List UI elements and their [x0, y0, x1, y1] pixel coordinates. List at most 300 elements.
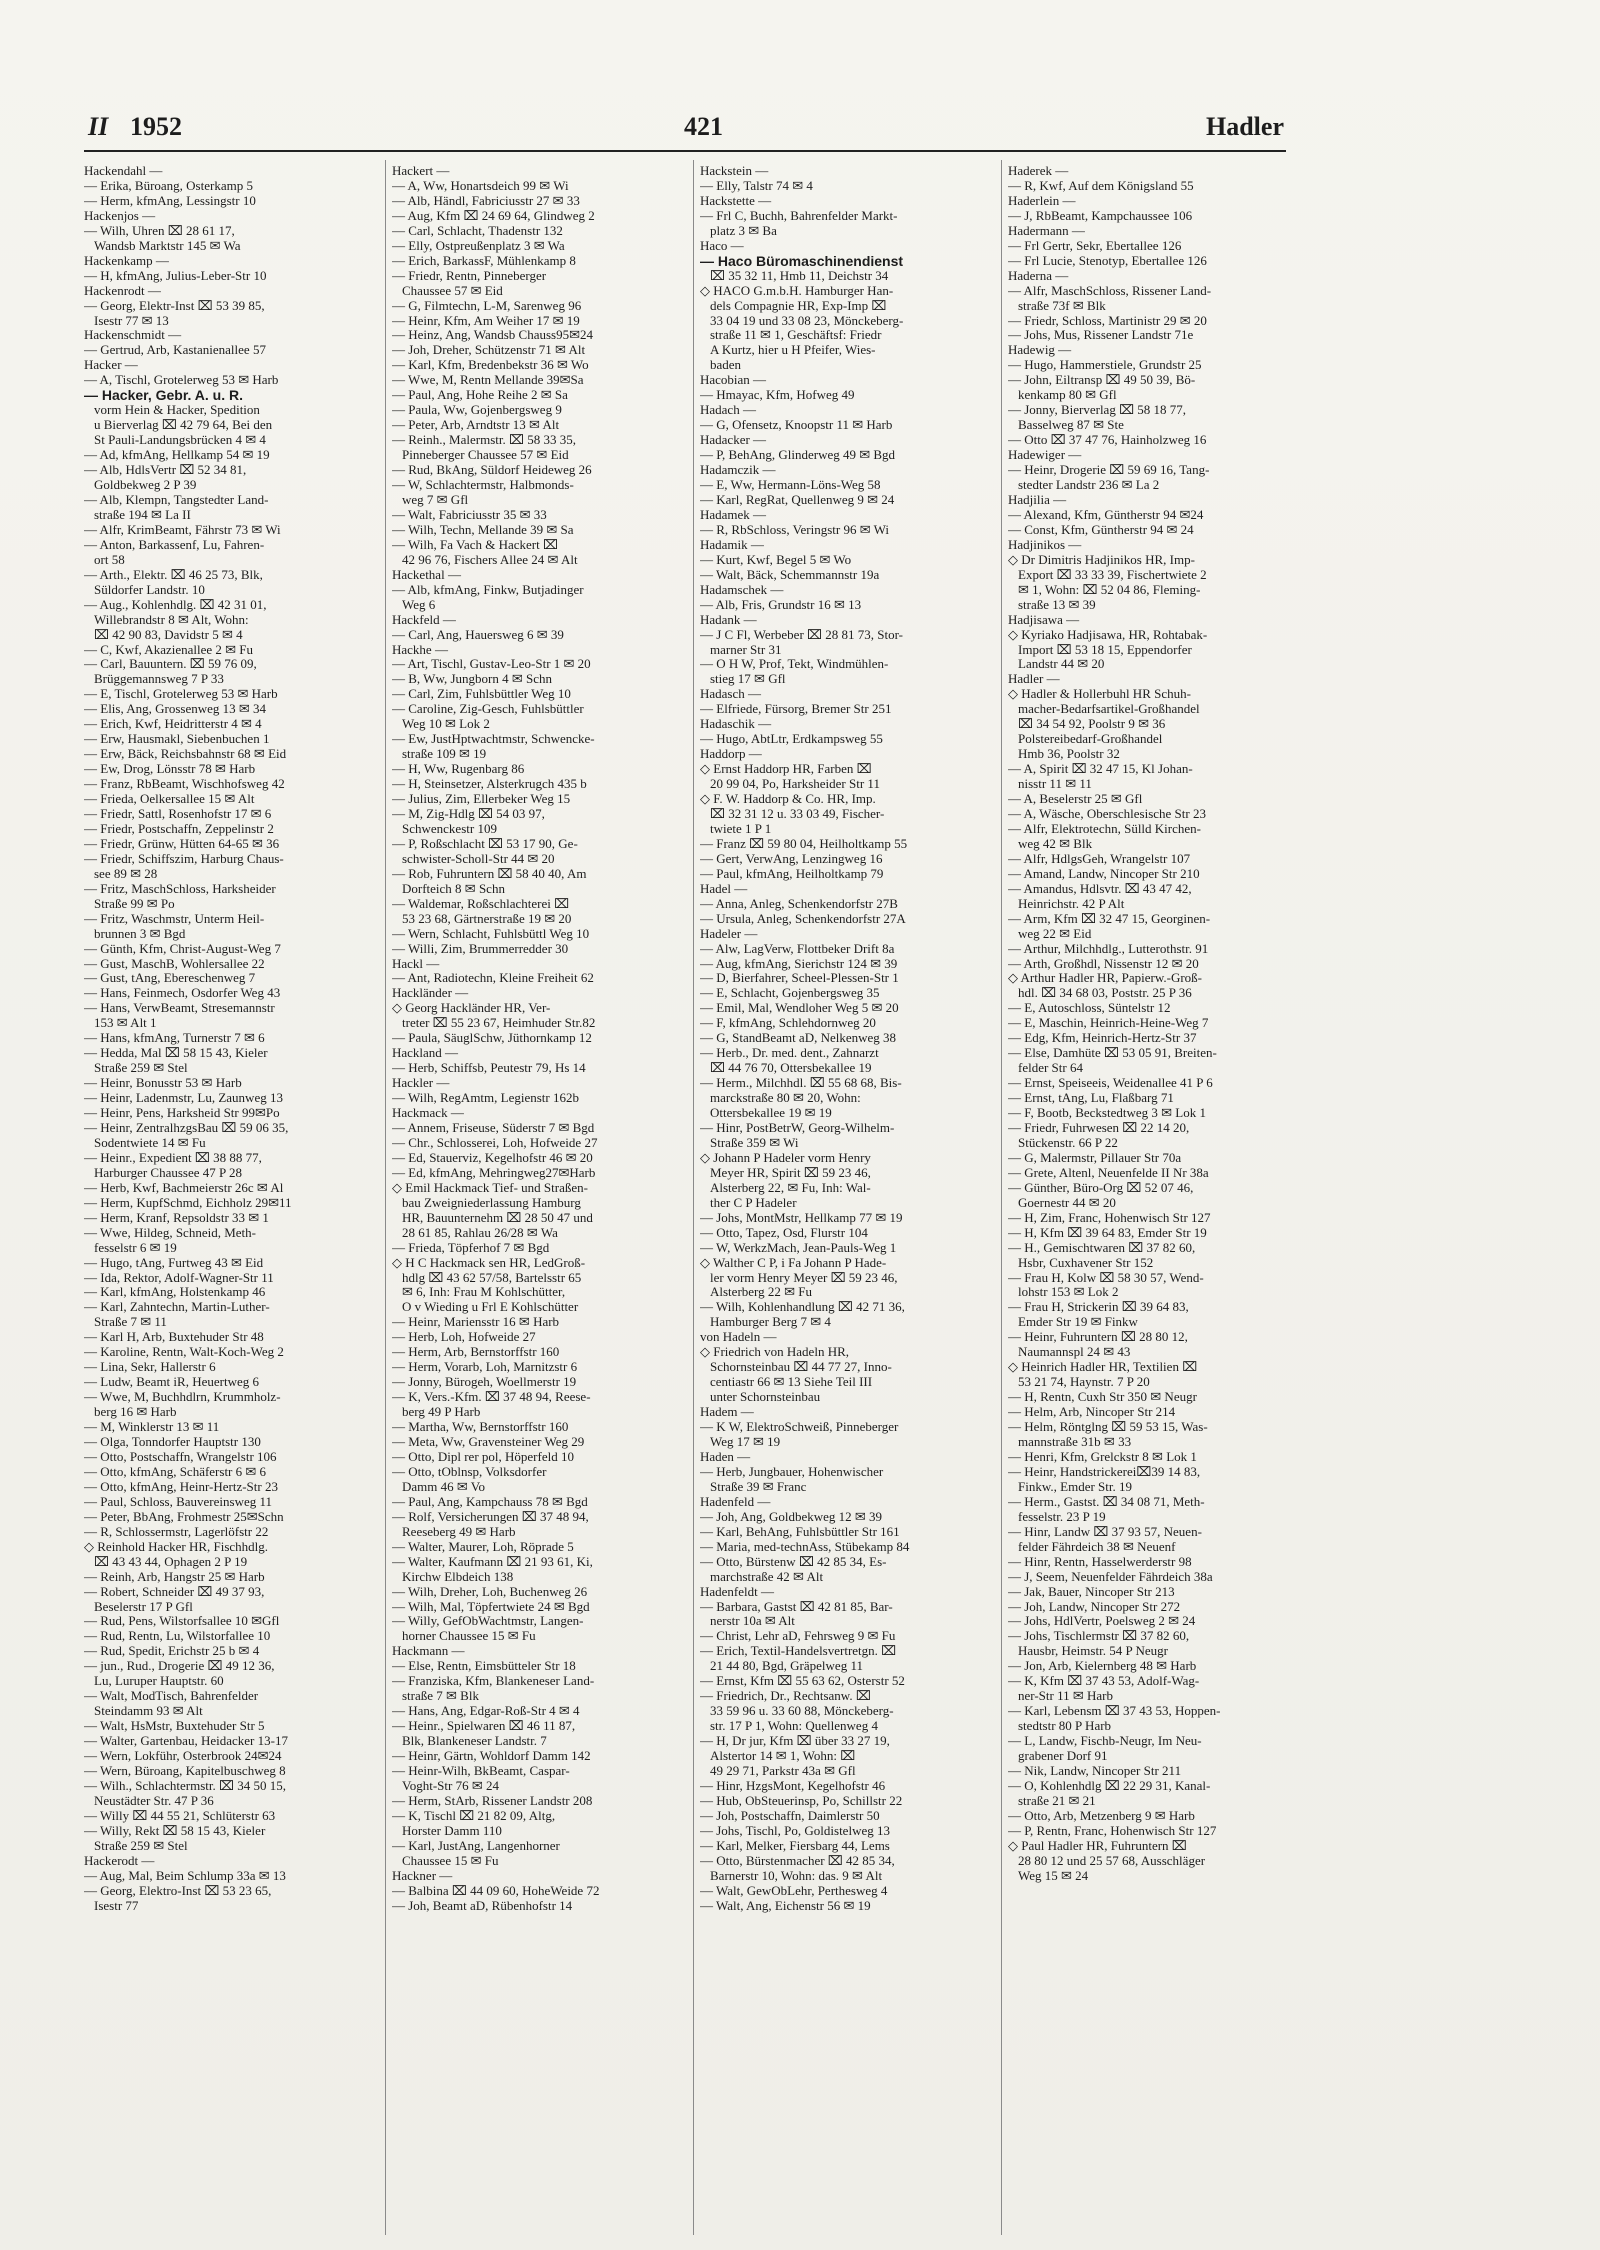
directory-entry: — Ed, kfmAng, Mehringweg27✉Harb — [392, 1165, 596, 1180]
directory-entry: — Heinr., Expedient ⌧ 38 88 77, — [84, 1150, 262, 1165]
directory-entry: — Helm, Arb, Nincoper Str 214 — [1008, 1405, 1176, 1420]
directory-entry: — Aug, Mal, Beim Schlump 33a ✉ 13 — [84, 1868, 286, 1883]
directory-entry: — Franz ⌧ 59 80 04, Heilholtkamp 55 — [700, 836, 908, 851]
surname-heading: Hacker — — [84, 358, 138, 373]
directory-entry: — Heinz, Ang, Wandsb Chauss95✉24 — [392, 328, 593, 343]
surname-heading: Hadenfeld — — [700, 1494, 771, 1509]
directory-entry: — Karl, Zahntechn, Martin-Luther- — [84, 1300, 270, 1315]
surname-heading: Haderek — — [1008, 164, 1069, 178]
directory-entry: — Heinr., Spielwaren ⌧ 46 11 87, — [392, 1719, 576, 1734]
directory-entry: Landstr 44 ✉ 20 — [1018, 657, 1105, 672]
surname-heading: Hackfeld — — [392, 612, 456, 627]
directory-entry: felder Fährdeich 38 ✉ Neuenf — [1018, 1539, 1176, 1554]
page-header — [88, 112, 1284, 152]
directory-entry: Beselerstr 17 P Gfl — [94, 1599, 193, 1614]
directory-entry: — Erw, Hausmakl, Siebenbuchen 1 — [84, 732, 270, 747]
directory-entry: Isestr 77 ✉ 13 — [94, 313, 169, 328]
directory-entry: — Walt, ModTisch, Bahrenfelder — [84, 1689, 259, 1704]
directory-entry: Damm 46 ✉ Vo — [402, 1479, 486, 1494]
directory-entry: — Alw, LagVerw, Flottbeker Drift 8a — [700, 941, 895, 956]
directory-entry: — Rud, Rentn, Lu, Wilstorfallee 10 — [84, 1629, 271, 1644]
directory-entry: — Heinr, Fuhruntern ⌧ 28 80 12, — [1008, 1330, 1188, 1345]
directory-entry: berg 49 P Harb — [402, 1405, 481, 1420]
directory-entry: Straße 7 ✉ 11 — [94, 1315, 167, 1330]
directory-entry: — D, Bierfahrer, Scheel-Plessen-Str 1 — [700, 971, 899, 986]
directory-entry: — Johs, MontMstr, Hellkamp 77 ✉ 19 — [700, 1210, 903, 1225]
directory-entry: horner Chaussee 15 ✉ Fu — [402, 1629, 536, 1644]
directory-entry: — Else, Damhüte ⌧ 53 05 91, Breiten- — [1008, 1046, 1217, 1061]
directory-entry: — Willy ⌧ 44 55 21, Schlüterstr 63 — [84, 1808, 276, 1823]
directory-entry: Pinneberger Chaussee 57 ✉ Eid — [402, 448, 569, 463]
directory-entry: — Wwe, Hildeg, Schneid, Meth- — [84, 1225, 256, 1240]
directory-entry: Horster Damm 110 — [402, 1823, 502, 1838]
directory-entry: — Meta, Ww, Gravensteiner Weg 29 — [392, 1435, 585, 1450]
surname-heading: Hackstette — — [700, 193, 772, 208]
directory-entry: 33 59 96 u. 33 60 88, Mönckeberg- — [710, 1704, 894, 1719]
directory-entry: — H, Steinsetzer, Alsterkrugch 435 b — [392, 777, 587, 792]
directory-entry: — Wilh, Fa Vach & Hackert ⌧ — [392, 537, 558, 552]
directory-entry: — G, Filmtechn, L-M, Sarenweg 96 — [392, 298, 582, 313]
directory-entry: — Johs, Tischlermstr ⌧ 37 82 60, — [1008, 1629, 1190, 1644]
directory-entry: ◇ Hadler & Hollerbuhl HR Schuh- — [1008, 687, 1191, 702]
directory-entry: — Georg, Elektro-Inst ⌧ 53 23 65, — [84, 1883, 272, 1898]
directory-entry: stedtstr 80 P Harb — [1018, 1719, 1112, 1734]
directory-entry: 153 ✉ Alt 1 — [94, 1016, 157, 1031]
directory-entry: — Frl C, Buchh, Bahrenfelder Markt- — [700, 208, 898, 223]
directory-entry: — Karl, Kfm, Bredenbekstr 36 ✉ Wo — [392, 358, 589, 373]
directory-entry: — Herm., Gastst. ⌧ 34 08 71, Meth- — [1008, 1494, 1205, 1509]
directory-entry: Lu, Luruper Hauptstr. 60 — [94, 1674, 224, 1689]
directory-entry: — Ew, Drog, Lönsstr 78 ✉ Harb — [84, 762, 256, 777]
surname-heading: Hackenjos — — [84, 208, 156, 223]
directory-entry: Straße 99 ✉ Po — [94, 896, 175, 911]
directory-entry: — Caroline, Zig-Gesch, Fuhlsbüttler — [392, 702, 584, 717]
directory-entry: — Herb, Kwf, Bachmeierstr 26c ✉ Al — [84, 1180, 284, 1195]
directory-entry: — Ernst, tAng, Lu, Flaßbarg 71 — [1008, 1091, 1174, 1106]
directory-entry: — W, Schlachtermstr, Halbmonds- — [392, 478, 574, 493]
directory-entry: marckstraße 80 ✉ 20, Wohn: — [710, 1091, 861, 1106]
directory-entry: — Elfriede, Fürsorg, Bremer Str 251 — [700, 702, 892, 717]
directory-entry: — M, Winklerstr 13 ✉ 11 — [84, 1420, 220, 1435]
surname-heading: Haco — — [700, 238, 744, 253]
directory-entry: — Haco Büromaschinendienst — [700, 253, 904, 269]
directory-entry: — Otto, Arb, Metzenberg 9 ✉ Harb — [1008, 1808, 1195, 1823]
directory-entry: — Wilh, Mal, Töpfertwiete 24 ✉ Bgd — [392, 1599, 590, 1614]
directory-entry: — E, Autoschloss, Süntelstr 12 — [1008, 1001, 1171, 1016]
directory-entry: ◇ Friedrich von Hadeln HR, — [700, 1345, 849, 1360]
directory-entry: — Karl, BehAng, Fuhlsbüttler Str 161 — [700, 1524, 900, 1539]
directory-entry: — C, Kwf, Akazienallee 2 ✉ Fu — [84, 642, 254, 657]
directory-entry: — Hmayac, Kfm, Hofweg 49 — [700, 388, 855, 403]
directory-entry: ◇ Paul Hadler HR, Fuhruntern ⌧ — [1008, 1838, 1187, 1853]
surname-heading: Hadamek — — [700, 507, 767, 522]
directory-entry: Heinrichstr. 42 P Alt — [1018, 896, 1125, 911]
directory-entry: — Alfr, MaschSchloss, Rissener Land- — [1008, 283, 1212, 298]
directory-entry: ◇ HACO G.m.b.H. Hamburger Han- — [700, 283, 894, 298]
directory-entry: — Heinr, Ladenmstr, Lu, Zaunweg 13 — [84, 1091, 283, 1106]
directory-entry: — Hans, kfmAng, Turnerstr 7 ✉ 6 — [84, 1031, 265, 1046]
directory-entry: — Hinr, PostBetrW, Georg-Wilhelm- — [700, 1121, 895, 1135]
directory-entry: — Herb, Schiffsb, Peutestr 79, Hs 14 — [392, 1061, 586, 1076]
directory-entry: straße 7 ✉ Blk — [402, 1689, 479, 1704]
directory-entry: — Paul, kfmAng, Heilholtkamp 79 — [700, 866, 884, 881]
directory-entry: macher-Bedarfsartikel-Großhandel — [1018, 702, 1200, 717]
directory-entry: marchstraße 42 ✉ Alt — [710, 1569, 824, 1584]
surname-heading: Hackert — — [392, 164, 450, 178]
directory-entry: — Herm, Vorarb, Loh, Marnitzstr 6 — [392, 1360, 578, 1375]
directory-entry: — Peter, Arb, Arndtstr 13 ✉ Alt — [392, 418, 560, 433]
directory-entry: ✉ 6, Inh: Frau M Kohlschütter, — [402, 1285, 566, 1300]
directory-entry: — Martha, Ww, Bernstorffstr 160 — [392, 1420, 569, 1435]
directory-entry: — Alfr, HdlgsGeh, Wrangelstr 107 — [1008, 851, 1191, 866]
directory-entry: — Ad, kfmAng, Hellkamp 54 ✉ 19 — [84, 448, 270, 463]
directory-entry: Meyer HR, Spirit ⌧ 59 23 46, — [710, 1165, 871, 1180]
directory-entry: kenkamp 80 ✉ Gfl — [1018, 388, 1117, 403]
directory-entry: Kirchw Elbdeich 138 — [402, 1569, 514, 1584]
directory-entry: — Ursula, Anleg, Schenkendorfstr 27A — [700, 911, 906, 926]
directory-entry: — Carl, Ang, Hauersweg 6 ✉ 39 — [392, 627, 564, 642]
directory-entry: — Hans, Feinmech, Osdorfer Weg 43 — [84, 986, 281, 1001]
directory-entry: — Heinr, Pens, Harksheid Str 99✉Po — [84, 1106, 280, 1121]
directory-entry: Polstereibedarf-Großhandel — [1018, 732, 1163, 747]
directory-entry: — Rud, BkAng, Süldorf Heideweg 26 — [392, 463, 592, 478]
directory-entry: — H, Kfm ⌧ 39 64 83, Emder Str 19 — [1008, 1225, 1207, 1240]
directory-entry: Stückenstr. 66 P 22 — [1018, 1135, 1118, 1150]
directory-entry: fesselstr. 23 P 19 — [1018, 1509, 1106, 1524]
directory-entry: Alsterberg 22 ✉ Fu — [710, 1285, 813, 1300]
directory-entry: — P, BehAng, Glinderweg 49 ✉ Bgd — [700, 448, 896, 463]
directory-entry: 42 96 76, Fischers Allee 24 ✉ Alt — [402, 552, 578, 567]
directory-entry: — Fritz, Waschmstr, Unterm Heil- — [84, 911, 265, 926]
directory-entry: Dorfteich 8 ✉ Schn — [402, 881, 505, 896]
directory-entry: ◇ F. W. Haddorp & Co. HR, Imp. — [700, 792, 876, 807]
directory-entry: — Ernst, Kfm ⌧ 55 63 62, Osterstr 52 — [700, 1674, 905, 1689]
directory-entry: — Joh, Postschaffn, Daimlerstr 50 — [700, 1808, 880, 1823]
directory-entry: — Amand, Landw, Nincoper Str 210 — [1008, 866, 1200, 881]
directory-entry: — Wern, Schlacht, Fuhlsbüttl Weg 10 — [392, 926, 590, 941]
directory-entry: Hmb 36, Poolstr 32 — [1018, 747, 1120, 762]
directory-entry: — Hinr, Landw ⌧ 37 93 57, Neuen- — [1008, 1524, 1202, 1539]
surname-heading: Hackenschmidt — — [84, 328, 182, 343]
directory-entry: — Franziska, Kfm, Blankeneser Land- — [392, 1674, 595, 1689]
directory-entry: — Herm, kfmAng, Lessingstr 10 — [84, 193, 256, 208]
directory-entry: straße 21 ✉ 21 — [1018, 1793, 1096, 1808]
directory-entry: ⌧ 42 90 83, Davidstr 5 ✉ 4 — [94, 627, 243, 642]
directory-entry: — Ida, Rektor, Adolf-Wagner-Str 11 — [84, 1270, 274, 1285]
directory-entry: — Ernst, Speiseeis, Weidenallee 41 P 6 — [1008, 1076, 1213, 1091]
directory-entry: — Amandus, Hdlsvtr. ⌧ 43 47 42, — [1008, 881, 1192, 896]
directory-entry: — Hans, VerwBeamt, Stresemannstr — [84, 1001, 275, 1016]
column-4 — [1008, 164, 1298, 2234]
surname-heading: Haderlein — — [1008, 193, 1076, 208]
directory-entry: see 89 ✉ 28 — [94, 866, 158, 881]
surname-heading: Hadewiger — — [1008, 448, 1082, 463]
directory-entry: Naumannspl 24 ✉ 43 — [1018, 1345, 1131, 1360]
directory-entry: — Wern, Lokführ, Osterbrook 24✉24 — [84, 1749, 282, 1764]
directory-entry: — Alb, Klempn, Tangstedter Land- — [84, 492, 269, 507]
directory-entry: Schwenckestr 109 — [402, 821, 497, 836]
directory-entry: — J, Seem, Neuenfelder Fährdeich 38a — [1008, 1569, 1213, 1584]
directory-entry: — Heinr, Handstrickerei⌧39 14 83, — [1008, 1464, 1201, 1479]
directory-entry: Barnerstr 10, Wohn: das. 9 ✉ Alt — [710, 1868, 883, 1883]
directory-entry: 49 29 71, Parkstr 43a ✉ Gfl — [710, 1763, 856, 1778]
directory-entry: — H, Dr jur, Kfm ⌧ über 33 27 19, — [700, 1734, 890, 1749]
directory-entry: unter Schornsteinbau — [710, 1390, 821, 1405]
directory-entry: — L, Landw, Fischb-Neugr, Im Neu- — [1008, 1734, 1202, 1749]
directory-entry: — Alb, HdlsVertr ⌧ 52 34 81, — [84, 463, 247, 478]
directory-entry: — Paula, SäuglSchw, Jüthornkamp 12 — [392, 1031, 592, 1046]
surname-heading: Hadach — — [700, 403, 756, 418]
surname-heading: Hadasch — — [700, 687, 762, 702]
directory-entry: — Hugo, tAng, Furtweg 43 ✉ Eid — [84, 1255, 264, 1270]
directory-entry: — Otto, Postschaffn, Wrangelstr 106 — [84, 1449, 277, 1464]
directory-entry: — Arm, Kfm ⌧ 32 47 15, Georginen- — [1008, 911, 1211, 926]
directory-entry: — Otto ⌧ 37 47 76, Hainholzweg 16 — [1008, 433, 1207, 448]
directory-entry: — F, kfmAng, Schlehdornweg 20 — [700, 1016, 876, 1031]
directory-entry: — Georg, Elektr-Inst ⌧ 53 39 85, — [84, 298, 265, 313]
directory-entry: — Günth, Kfm, Christ-August-Weg 7 — [84, 941, 281, 956]
directory-entry: — Gert, VerwAng, Lenzingweg 16 — [700, 851, 883, 866]
surname-heading: Hadjinikos — — [1008, 537, 1082, 552]
directory-entry: — Karoline, Rentn, Walt-Koch-Weg 2 — [84, 1345, 284, 1360]
directory-entry: ort 58 — [94, 552, 125, 567]
directory-entry: — E, Tischl, Grotelerweg 53 ✉ Harb — [84, 687, 278, 702]
page-number: 421 — [684, 112, 723, 141]
directory-entry: Export ⌧ 33 33 39, Fischertwiete 2 — [1018, 567, 1207, 582]
directory-entry: ◇ Kyriako Hadjisawa, HR, Rohtabak- — [1008, 627, 1208, 642]
directory-entry: hdl. ⌧ 34 68 03, Poststr. 25 P 36 — [1018, 986, 1192, 1001]
directory-entry: — Wilh, Techn, Mellande 39 ✉ Sa — [392, 522, 574, 537]
directory-entry: — H, Zim, Franc, Hohenwisch Str 127 — [1008, 1210, 1211, 1225]
directory-entry: — Elis, Ang, Grossenweg 13 ✉ 34 — [84, 702, 267, 717]
directory-entry: — K, Tischl ⌧ 21 82 09, Altg, — [392, 1808, 556, 1823]
directory-entry: Basselweg 87 ✉ Ste — [1018, 418, 1124, 433]
directory-entry: — jun., Rud., Drogerie ⌧ 49 12 36, — [84, 1659, 275, 1674]
directory-entry: — Alfr, KrimBeamt, Fährstr 73 ✉ Wi — [84, 522, 281, 537]
directory-entry: — Carl, Bauuntern. ⌧ 59 76 09, — [84, 657, 257, 672]
column-divider — [1001, 160, 1002, 2235]
directory-entry: — P, Roßschlacht ⌧ 53 17 90, Ge- — [392, 836, 578, 851]
directory-entry: bau Zweigniederlassung Hamburg — [402, 1195, 581, 1210]
directory-entry: Weg 15 ✉ 24 — [1018, 1868, 1089, 1883]
directory-entry: HR, Bauunternehm ⌧ 28 50 47 und — [402, 1210, 593, 1225]
directory-entry: — Jonny, Bürogeh, Woellmerstr 19 — [392, 1375, 577, 1390]
directory-entry: — Alfr, Elektrotechn, Sülld Kirchen- — [1008, 821, 1201, 836]
directory-entry: Straße 359 ✉ Wi — [710, 1135, 799, 1150]
directory-entry: Brüggemannsweg 7 P 33 — [94, 672, 224, 687]
directory-entry: — Friedr, Fuhrwesen ⌧ 22 14 20, — [1008, 1121, 1190, 1135]
directory-entry: — Fritz, MaschSchloss, Harksheider — [84, 881, 276, 896]
header-rule — [84, 150, 1286, 152]
directory-entry: Isestr 77 — [94, 1898, 139, 1913]
directory-entry: — O H W, Prof, Tekt, Windmühlen- — [700, 657, 889, 672]
directory-entry: — B, Ww, Jungborn 4 ✉ Schn — [392, 672, 553, 687]
directory-entry: — Alb, Fris, Grundstr 16 ✉ 13 — [700, 597, 862, 612]
directory-entry: weg 7 ✉ Gfl — [402, 492, 469, 507]
directory-entry: nerstr 10a ✉ Alt — [710, 1614, 795, 1629]
directory-entry: — Alexand, Kfm, Güntherstr 94 ✉24 — [1008, 507, 1204, 522]
directory-entry: — Erich, Kwf, Heidritterstr 4 ✉ 4 — [84, 717, 262, 732]
directory-entry: — Friedr, Rentn, Pinneberger — [392, 268, 547, 283]
directory-entry: — Julius, Zim, Ellerbeker Weg 15 — [392, 792, 571, 807]
surname-heading: Hackler — — [392, 1076, 450, 1091]
directory-entry: — Frieda, Töpferhof 7 ✉ Bgd — [392, 1240, 550, 1255]
surname-heading: Hackmack — — [392, 1106, 464, 1121]
directory-entry: — Frau H, Strickerin ⌧ 39 64 83, — [1008, 1300, 1189, 1315]
directory-entry: — Paul, Schloss, Bauvereinsweg 11 — [84, 1494, 272, 1509]
directory-entry: berg 16 ✉ Harb — [94, 1405, 177, 1420]
directory-entry: Straße 259 ✉ Stel — [94, 1061, 188, 1076]
directory-entry: — J, RbBeamt, Kampchaussee 106 — [1008, 208, 1193, 223]
directory-entry: — Heinr, Bonusstr 53 ✉ Harb — [84, 1076, 242, 1091]
directory-entry: — Frl Gertr, Sekr, Ebertallee 126 — [1008, 238, 1182, 253]
volume-label: II — [88, 112, 109, 141]
directory-entry: — Franz, RbBeamt, Wischhofsweg 42 — [84, 777, 285, 792]
directory-entry: — Johs, HdlVertr, Poelsweg 2 ✉ 24 — [1008, 1614, 1196, 1629]
directory-entry: lohstr 153 ✉ Lok 2 — [1018, 1285, 1119, 1300]
directory-entry: Weg 10 ✉ Lok 2 — [402, 717, 490, 732]
directory-entry: ◇ Georg Hackländer HR, Ver- — [392, 1001, 551, 1016]
directory-entry: — Heinr, ZentralhzgsBau ⌧ 59 06 35, — [84, 1121, 289, 1135]
directory-entry: straße 73f ✉ Blk — [1018, 298, 1106, 313]
directory-entry: — H, Ww, Rugenbarg 86 — [392, 762, 525, 777]
directory-entry: 33 04 19 und 33 08 23, Mönckeberg- — [710, 313, 904, 328]
directory-entry: — Wilh, Kohlenhandlung ⌧ 42 71 36, — [700, 1300, 905, 1315]
directory-entry: — Karl, JustAng, Langenhorner — [392, 1838, 560, 1853]
directory-entry: — P, Rentn, Franc, Hohenwisch Str 127 — [1008, 1823, 1217, 1838]
directory-entry: Reeseberg 49 ✉ Harb — [402, 1524, 516, 1539]
directory-entry: — Alb, kfmAng, Finkw, Butjadinger — [392, 582, 584, 597]
directory-entry: — Willy, Rekt ⌧ 58 15 43, Kieler — [84, 1823, 266, 1838]
directory-entry: mannstraße 31b ✉ 33 — [1018, 1435, 1132, 1450]
directory-entry: straße 194 ✉ La II — [94, 507, 191, 522]
directory-entry: baden — [710, 358, 742, 373]
directory-entry: — G, Ofensetz, Knoopstr 11 ✉ Harb — [700, 418, 893, 433]
directory-entry: 20 99 04, Po, Harksheider Str 11 — [710, 777, 880, 792]
directory-entry: — Ew, JustHptwachtmstr, Schwencke- — [392, 732, 595, 747]
directory-entry: — Art, Tischl, Gustav-Leo-Str 1 ✉ 20 — [392, 657, 591, 672]
directory-entry: — Joh, Dreher, Schützenstr 71 ✉ Alt — [392, 343, 586, 358]
surname-heading: Hackner — — [392, 1868, 453, 1883]
directory-entry: Chaussee 15 ✉ Fu — [402, 1853, 499, 1868]
directory-entry: ⌧ 34 54 92, Poolstr 9 ✉ 36 — [1018, 717, 1166, 732]
directory-entry: Blk, Blankeneser Landstr. 7 — [402, 1734, 547, 1749]
directory-entry: — Elly, Talstr 74 ✉ 4 — [700, 178, 813, 193]
directory-entry: schwister-Scholl-Str 44 ✉ 20 — [402, 851, 555, 866]
directory-entry: — Rud, Spedit, Erichstr 25 b ✉ 4 — [84, 1644, 260, 1659]
directory-entry: treter ⌧ 55 23 67, Heimhuder Str.82 — [402, 1016, 596, 1031]
directory-entry: — Olga, Tonndorfer Hauptstr 130 — [84, 1435, 261, 1450]
directory-entry: — Otto, kfmAng, Heinr-Hertz-Str 23 — [84, 1479, 278, 1494]
directory-entry: — Herm, Kranf, Repsoldstr 33 ✉ 1 — [84, 1210, 269, 1225]
directory-entry: — Walt, HsMstr, Buxtehuder Str 5 — [84, 1719, 265, 1734]
directory-entry: — Erw, Bäck, Reichsbahnstr 68 ✉ Eid — [84, 747, 287, 762]
surname-heading: Hadjilia — — [1008, 492, 1067, 507]
directory-entry: — Arth, Großhdl, Nissenstr 12 ✉ 20 — [1008, 956, 1199, 971]
directory-entry: — Jonny, Bierverlag ⌧ 58 18 77, — [1008, 403, 1187, 418]
directory-entry: ◇ Reinhold Hacker HR, Fischhdlg. — [84, 1539, 269, 1554]
directory-entry: — A, Wäsche, Oberschlesische Str 23 — [1008, 806, 1206, 821]
directory-entry: — H., Gemischtwaren ⌧ 37 82 60, — [1008, 1240, 1196, 1255]
directory-entry: Alsterberg 22, ✉ Fu, Inh: Wal- — [710, 1180, 871, 1195]
surname-heading: Hackhe — — [392, 642, 448, 657]
directory-entry: — Maria, med-technAss, Stübekamp 84 — [700, 1539, 910, 1554]
directory-entry: ⌧ 32 31 12 u. 33 03 49, Fischer- — [710, 806, 885, 821]
directory-entry: — A, Spirit ⌧ 32 47 15, Kl Johan- — [1008, 762, 1193, 777]
column-divider — [385, 160, 386, 2235]
directory-entry: — Nik, Landw, Nincoper Str 211 — [1008, 1763, 1182, 1778]
directory-entry: — Gust, MaschB, Wohlersallee 22 — [84, 956, 265, 971]
directory-entry: ler vorm Henry Meyer ⌧ 59 23 46, — [710, 1270, 898, 1285]
directory-entry: Hsbr, Cuxhavener Str 152 — [1018, 1255, 1154, 1270]
surname-heading: Hadler — — [1008, 672, 1060, 687]
directory-entry: — Hinr, HzgsMont, Kegelhofstr 46 — [700, 1778, 886, 1793]
directory-entry: — Paula, Ww, Gojenbergsweg 9 — [392, 403, 562, 418]
directory-entry: — Reinh, Arb, Hangstr 25 ✉ Harb — [84, 1569, 265, 1584]
surname-heading: Hackenkamp — — [84, 253, 169, 268]
directory-entry: — A, Tischl, Grotelerweg 53 ✉ Harb — [84, 373, 279, 388]
directory-entry: — Frl Lucie, Stenotyp, Ebertallee 126 — [1008, 253, 1207, 268]
surname-heading: Hackerodt — — [84, 1853, 155, 1868]
directory-entry: — Gust, tAng, Ebereschenweg 7 — [84, 971, 256, 986]
directory-entry: hdlg ⌧ 43 62 57/58, Bartelsstr 65 — [402, 1270, 582, 1285]
directory-entry: — Joh, Beamt aD, Rübenhofstr 14 — [392, 1898, 573, 1913]
directory-entry: Finkw., Emder Str. 19 — [1018, 1479, 1132, 1494]
directory-entry: — Balbina ⌧ 44 09 60, HoheWeide 72 — [392, 1883, 600, 1898]
directory-entry: — Joh, Ang, Goldbekweg 12 ✉ 39 — [700, 1509, 883, 1524]
directory-entry: — Johs, Mus, Rissener Landstr 71e — [1008, 328, 1194, 343]
directory-entry: — Aug., Kohlenhdlg. ⌧ 42 31 01, — [84, 597, 267, 612]
directory-entry: platz 3 ✉ Ba — [710, 223, 777, 238]
directory-entry: Weg 17 ✉ 19 — [710, 1435, 781, 1450]
directory-entry: ner-Str 11 ✉ Harb — [1018, 1689, 1113, 1704]
column-1 — [84, 164, 374, 2234]
directory-entry: Schornsteinbau ⌧ 44 77 27, Inno- — [710, 1360, 892, 1375]
column-3 — [700, 164, 990, 2234]
directory-entry: O v Wieding u Frl E Kohlschütter — [402, 1300, 579, 1315]
surname-heading: Hadjisawa — — [1008, 612, 1080, 627]
directory-entry: — Waldemar, Roßschlachterei ⌧ — [392, 896, 570, 911]
directory-entry: — Paul, Ang, Hohe Reihe 2 ✉ Sa — [392, 388, 568, 403]
directory-entry: — Willi, Zim, Brummerredder 30 — [392, 941, 569, 956]
directory-entry: — Hans, Ang, Edgar-Roß-Str 4 ✉ 4 — [392, 1704, 580, 1719]
surname-heading: Hadeler — — [700, 926, 758, 941]
column-2 — [392, 164, 682, 2234]
directory-entry: ⌧ 43 43 44, Ophagen 2 P 19 — [94, 1554, 248, 1569]
directory-entry: — Henri, Kfm, Grelckstr 8 ✉ Lok 1 — [1008, 1449, 1197, 1464]
surname-heading: Hadel — — [700, 881, 748, 896]
directory-entry: — Lina, Sekr, Hallerstr 6 — [84, 1360, 216, 1375]
directory-entry: grabener Dorf 91 — [1018, 1749, 1108, 1764]
directory-entry: Straße 39 ✉ Franc — [710, 1479, 807, 1494]
directory-entry: — Friedrich, Dr., Rechtsanw. ⌧ — [700, 1689, 871, 1704]
directory-entry: — Karl H, Arb, Buxtehuder Str 48 — [84, 1330, 264, 1345]
directory-entry: — Karl, RegRat, Quellenweg 9 ✉ 24 — [700, 492, 895, 507]
directory-entry: ✉ 1, Wohn: ⌧ 52 04 86, Fleming- — [1018, 582, 1201, 597]
directory-entry: — Anton, Barkassenf, Lu, Fahren- — [84, 537, 265, 552]
directory-entry: ◇ Dr Dimitris Hadjinikos HR, Imp- — [1008, 552, 1195, 567]
directory-entry: — Friedr, Postschaffn, Zeppelinstr 2 — [84, 821, 274, 836]
directory-entry: — K, Vers.-Kfm. ⌧ 37 48 94, Reese- — [392, 1390, 591, 1405]
directory-entry: — Ed, Stauerviz, Kegelhofstr 46 ✉ 20 — [392, 1150, 593, 1165]
directory-entry: ther C P Hadeler — [710, 1195, 797, 1210]
directory-entry: — Herm, StArb, Rissener Landstr 208 — [392, 1793, 593, 1808]
directory-entry: A Kurtz, hier u H Pfeifer, Wies- — [710, 343, 876, 358]
directory-entry: — A, Ww, Honartsdeich 99 ✉ Wi — [392, 178, 569, 193]
directory-entry: — Otto, Tapez, Osd, Flurstr 104 — [700, 1225, 868, 1240]
surname-heading: Hackenrodt — — [84, 283, 161, 298]
directory-entry: Hamburger Berg 7 ✉ 4 — [710, 1315, 831, 1330]
